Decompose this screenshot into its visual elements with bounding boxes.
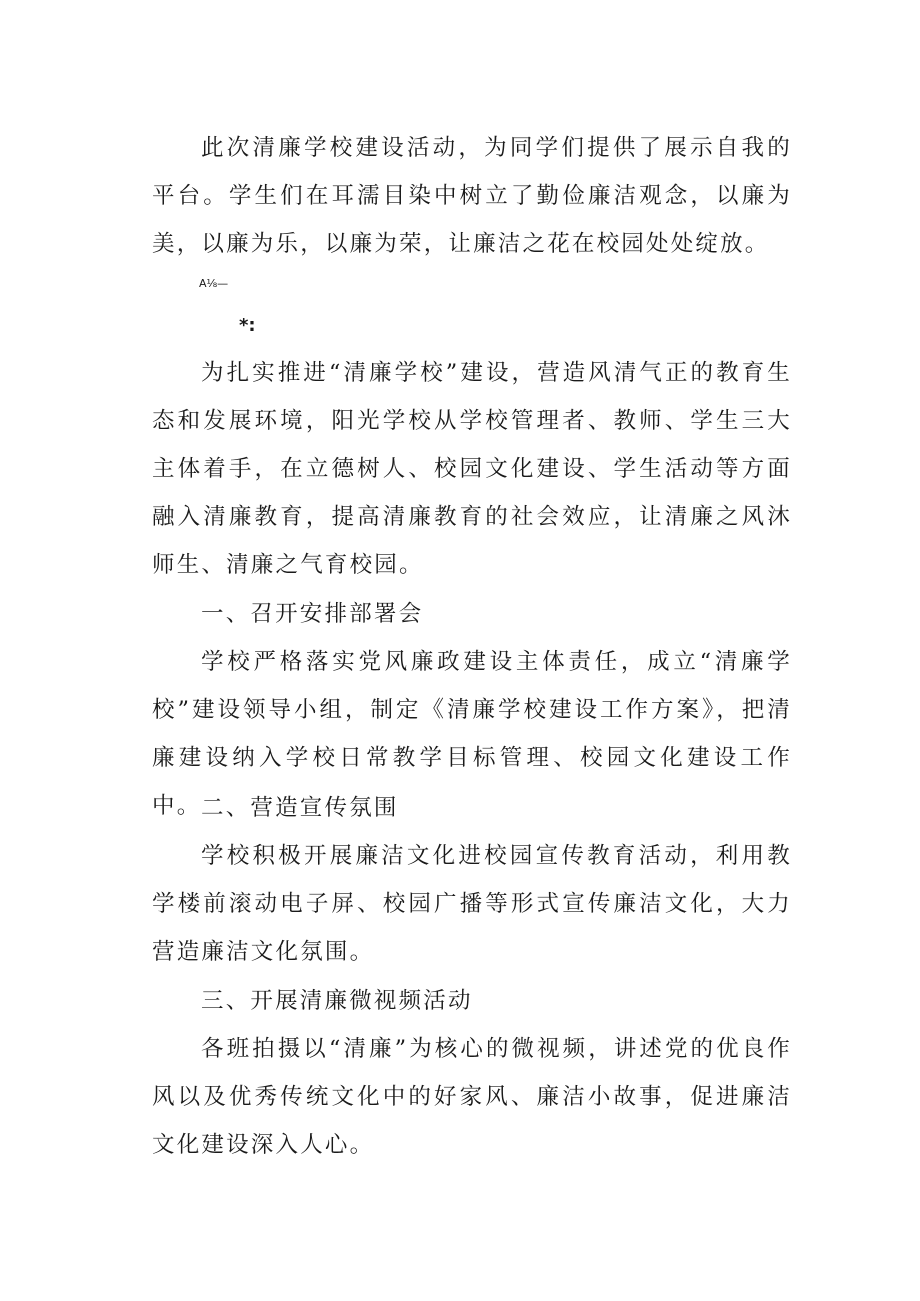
section-heading-2: 二、营造宣传氛围 — [201, 795, 399, 821]
section-heading-3: 三、开展清廉微视频活动 — [201, 988, 473, 1014]
paragraph-introduction: 为扎实推进“清廉学校”建设，营造风清气正的教育生态和发展环境，阳光学校从学校管理者、教师、学生三大主体着手，在立德树人、校园文化建设、学生活动等方面融入清廉教育，提高清廉教育的社会效应，让清廉之风沐师生、清廉之气育校园。 — [152, 360, 792, 578]
paragraph-activity-summary: 此次清廉学校建设活动，为同学们提供了展示自我的平台。学生们在耳濡目染中树立了勤俭廉洁观念，以廉为美，以廉为乐，以廉为荣，让廉洁之花在校园处处绽放。 — [152, 135, 792, 257]
paragraph-section-2: 学校积极开展廉洁文化进校园宣传教育活动，利用教学楼前滚动电子屏、校园广播等形式宣传廉洁文化，大力营造廉洁文化氛围。 — [152, 843, 792, 965]
stray-mark-small: A⅛— — [199, 277, 229, 290]
paragraph-section-3: 各班拍摄以“清廉”为核心的微视频，讲述党的优良作风以及优秀传统文化中的好家风、廉洁小故事，促进廉洁文化建设深入人心。 — [152, 1036, 792, 1158]
section-heading-1: 一、召开安排部署会 — [201, 601, 424, 627]
paragraph-section-1: 学校严格落实党风廉政建设主体责任，成立“清廉学校”建设领导小组，制定《清廉学校建设工作方案》，把清廉建设纳入学校日常教学目标管理、校园文化建设工作中。 — [152, 649, 792, 819]
stray-mark-star: *: — [239, 315, 256, 336]
